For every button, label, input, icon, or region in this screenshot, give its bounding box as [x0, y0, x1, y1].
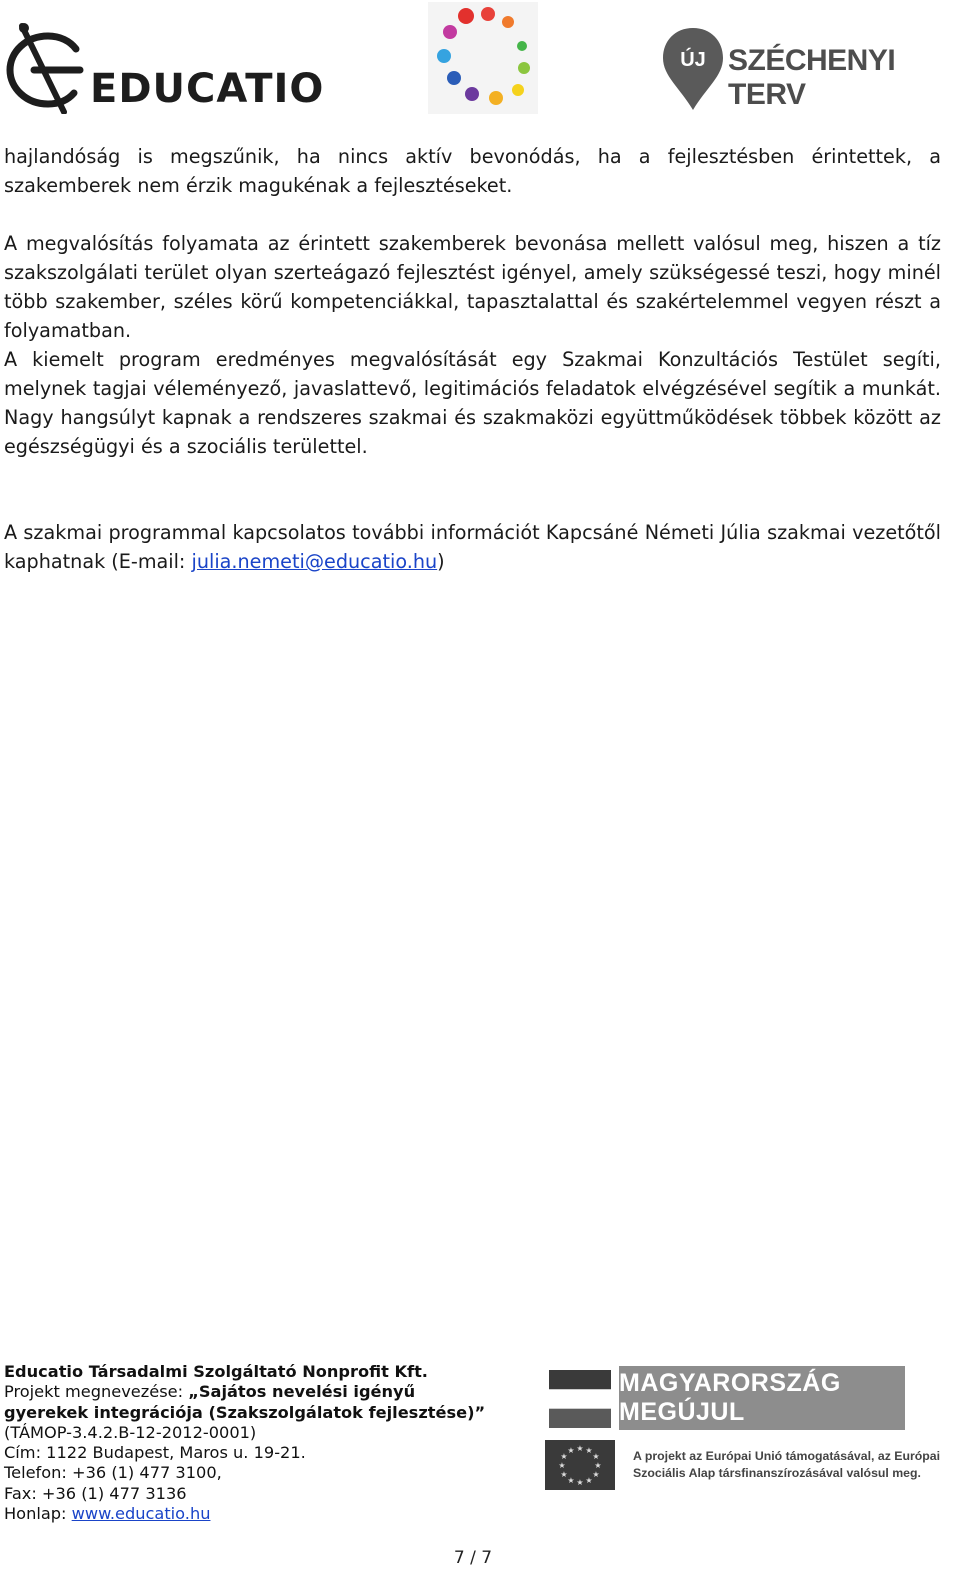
- svg-text:★: ★: [585, 1446, 593, 1455]
- fax: Fax: +36 (1) 477 3136: [4, 1483, 187, 1503]
- educatio-logo: [4, 22, 354, 114]
- contact-paragraph: [4, 518, 941, 576]
- map-pin-icon: [660, 26, 726, 112]
- svg-text:★: ★: [576, 1444, 584, 1453]
- contact-text: A szakmai programmal kapcsolatos további információt Kapcsáné Németi Júlia szakmai vezetőtől kaphatnak (E-mail:: [4, 521, 941, 573]
- project-name-continued: gyerekek integrációja (Szakszolgálatok fejlesztése)”: [4, 1402, 486, 1422]
- eu-text-line: Szociális Alap társfinanszírozásával valósul meg.: [633, 1466, 921, 1480]
- paragraph: A kiemelt program eredményes megvalósítását egy Szakmai Konzultációs Testület segíti, melynek tagjai véleményező, javaslattevő, legitimációs feladatok elvégzésével segítik a munkát. Nagy hangsúlyt kapnak a rendszeres szakmai és szakmaközi együttműködések többek között az egészségügyi és a szociális területtel.: [4, 348, 941, 458]
- address: Cím: 1122 Budapest, Maros u. 19-21.: [4, 1443, 306, 1463]
- svg-text:★: ★: [592, 1452, 600, 1461]
- project-label: Projekt megnevezése:: [4, 1382, 189, 1402]
- svg-text:★: ★: [567, 1446, 575, 1455]
- paragraph: hajlandóság is megszűnik, ha nincs aktív bevonódás, ha a fejlesztésben érintettek, a szakemberek nem érzik magukénak a fejlesztéseket.: [4, 145, 941, 197]
- page-number: 7 / 7: [453, 1548, 493, 1568]
- document-body: [4, 142, 941, 576]
- phone: Telefon: +36 (1) 477 3100,: [4, 1463, 222, 1483]
- website-link[interactable]: www.educatio.hu: [71, 1504, 211, 1524]
- eu-support-text: [633, 1448, 953, 1482]
- uj-szechenyi-terv-logo: [660, 26, 950, 112]
- eu-text-line: A projekt az Európai Unió támogatásával, az Európai: [633, 1449, 941, 1463]
- email-link[interactable]: julia.nemeti@educatio.hu: [191, 550, 438, 573]
- project-line: [4, 1382, 534, 1402]
- organization-name: Educatio Társadalmi Szolgáltató Nonprofit Kft.: [4, 1362, 428, 1381]
- svg-text:★: ★: [576, 1478, 584, 1487]
- educatio-emblem-icon: [4, 22, 94, 114]
- paragraph: A megvalósítás folyamata az érintett szakemberek bevonása mellett valósul meg, hiszen a tíz szakszolgálati terület olyan szerteágazó fejlesztést igényel, amely szükségessé teszi, hogy minél több szakember, széles körű kompetenciákkal, tapasztalattal és szakértelemmel vegyen részt a folyamatban.: [4, 232, 941, 342]
- svg-text:★: ★: [594, 1461, 602, 1470]
- svg-text:★: ★: [585, 1476, 593, 1485]
- website-line: [4, 1504, 534, 1524]
- szechenyi-prefix: ÚJ: [680, 49, 706, 71]
- svg-text:★: ★: [567, 1476, 575, 1485]
- project-name: „Sajátos nevelési igényű: [188, 1382, 416, 1402]
- szechenyi-terv-text: SZÉCHENYI TERV: [728, 44, 896, 111]
- eu-flag-icon: [545, 1440, 615, 1490]
- project-code: (TÁMOP-3.4.2.B-12-2012-0001): [4, 1422, 257, 1442]
- footer-contact-block: [4, 1362, 534, 1524]
- contact-close: ): [437, 550, 445, 573]
- colored-dots-logo-icon: [428, 2, 538, 114]
- svg-text:★: ★: [592, 1470, 600, 1479]
- page-header: [0, 0, 960, 118]
- svg-text:★: ★: [560, 1452, 568, 1461]
- svg-text:★: ★: [560, 1470, 568, 1479]
- eu-support-banner: [545, 1438, 950, 1494]
- website-label: Honlap:: [4, 1504, 72, 1524]
- banner-title: MAGYARORSZÁG MEGÚJUL: [619, 1366, 905, 1430]
- magyarorszag-megujul-banner: [545, 1366, 905, 1430]
- educatio-logo-text: EDUCATIO: [90, 66, 325, 112]
- svg-text:★: ★: [558, 1461, 566, 1470]
- hungarian-flag-icon: [549, 1370, 611, 1426]
